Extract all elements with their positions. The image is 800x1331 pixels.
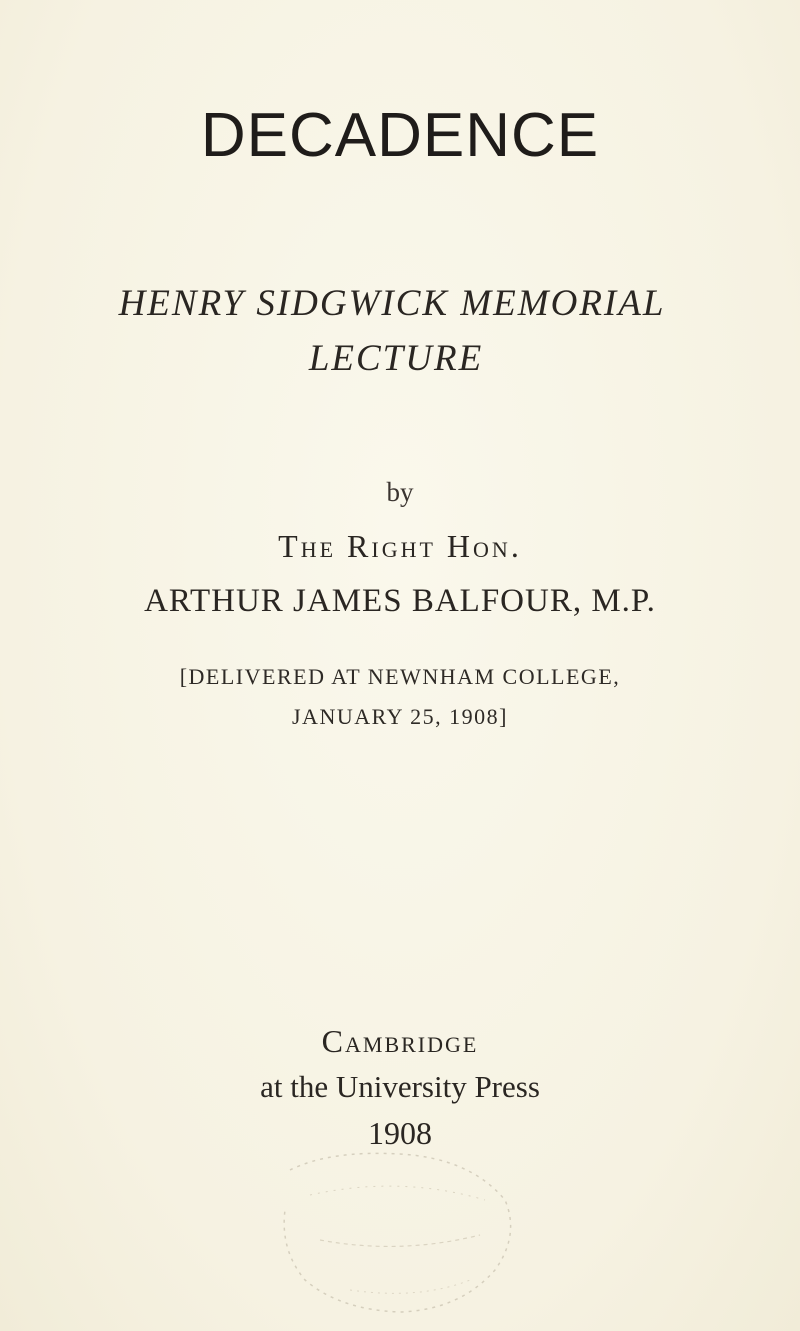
imprint-city: Cambridge bbox=[321, 1023, 479, 1059]
lecture-series-line-2: LECTURE bbox=[308, 338, 484, 379]
lecture-series-line-1: HENRY SIDGWICK MEMORIAL bbox=[118, 283, 666, 324]
author-name: ARTHUR JAMES BALFOUR, M.P. bbox=[144, 583, 656, 619]
imprint-year: 1908 bbox=[368, 1115, 432, 1151]
delivered-note-line-1: [DELIVERED AT NEWNHAM COLLEGE, bbox=[179, 664, 621, 689]
imprint-press: at the University Press bbox=[260, 1069, 540, 1104]
delivered-note-line-2: JANUARY 25, 1908] bbox=[292, 704, 508, 729]
book-title: DECADENCE bbox=[200, 101, 600, 170]
faded-library-stamp-icon bbox=[270, 1140, 530, 1320]
author-honorific: The Right Hon. bbox=[278, 528, 522, 564]
by-label: by bbox=[386, 477, 414, 507]
